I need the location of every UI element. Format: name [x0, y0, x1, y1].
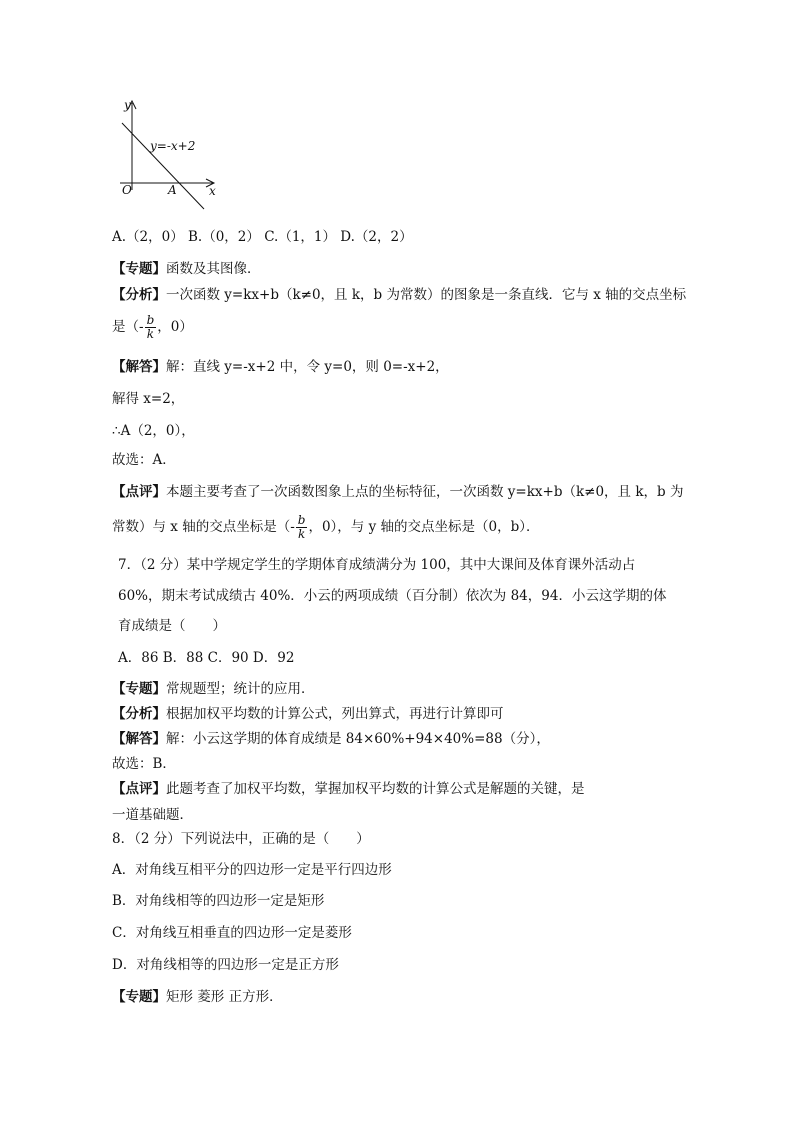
fraction-denominator: k [145, 327, 157, 341]
y-axis-label: y [124, 98, 131, 112]
q6-analysis-2 [112, 314, 193, 341]
comment-tag: 【点评】 [112, 781, 166, 797]
analysis-text-post: ，0） [157, 319, 193, 335]
q6-comment-1 [112, 483, 683, 501]
topic-tag: 【专题】 [112, 261, 166, 277]
analysis-text: 一次函数 y=kx+b（k≠0，且 k，b 为常数）的图象是一条直线．它与 x 轴的交点坐标 [166, 287, 687, 303]
q7-answer-1 [112, 730, 550, 748]
x-axis-label: x [209, 184, 216, 198]
fraction-b-over-k [145, 314, 157, 341]
analysis-tag: 【分析】 [112, 706, 166, 722]
comment-tag: 【点评】 [112, 484, 166, 500]
q6-answer-1 [112, 358, 449, 376]
q7-comment-1 [112, 780, 585, 798]
comment-text: 此题考查了加权平均数，掌握加权平均数的计算公式是解题的关键，是 [166, 781, 585, 797]
origin-label: O [122, 183, 132, 197]
topic-text: 矩形 菱形 正方形． [166, 989, 283, 1005]
q7-analysis [112, 705, 504, 723]
q7-topic [112, 680, 315, 698]
fraction-numerator: b [297, 513, 306, 527]
q7-stem-3: 育成绩是（ ） [118, 618, 226, 634]
q7-comment-2: 一道基础题． [112, 807, 193, 823]
analysis-tag: 【分析】 [112, 287, 166, 303]
q6-comment-2 [112, 514, 539, 541]
function-line [122, 123, 204, 209]
comment-text: 本题主要考查了一次函数图象上点的坐标特征，一次函数 y=kx+b（k≠0，且 k，b 为 [166, 484, 684, 500]
q6-answer-4: 故选：A． [112, 452, 176, 468]
analysis-text: 根据加权平均数的计算公式，列出算式，再进行计算即可 [166, 706, 504, 722]
q8-option-d: D．对角线相等的四边形一定是正方形 [112, 957, 339, 973]
answer-tag: 【解答】 [112, 731, 166, 747]
line-equation-label: y=-x+2 [150, 139, 196, 153]
comment-text-pre: 常数）与 x 轴的交点坐标是（- [112, 519, 295, 535]
function-graph [112, 95, 222, 215]
topic-text: 函数及其图像． [166, 261, 261, 277]
q7-answer-2: 故选：B． [112, 756, 176, 772]
fraction-numerator: b [146, 313, 155, 327]
q8-option-c: C．对角线互相垂直的四边形一定是菱形 [112, 925, 352, 941]
q8-stem: 8．（2 分）下列说法中，正确的是（ ） [112, 831, 370, 847]
answer-text: 解：直线 y=-x+2 中，令 y=0，则 0=-x+2， [166, 359, 449, 375]
answer-text: 解：小云这学期的体育成绩是 84×60%+94×40%=88（分）， [166, 731, 550, 747]
point-a-label: A [168, 183, 177, 197]
fraction-b-over-k-2 [296, 514, 308, 541]
analysis-text-pre: 是（- [112, 319, 144, 335]
topic-text: 常规题型；统计的应用． [166, 681, 315, 697]
q6-answer-2: 解得 x=2， [112, 391, 185, 407]
q7-options: A．86 B．88 C．90 D．92 [118, 650, 295, 666]
q6-topic [112, 260, 261, 278]
q8-option-a: A．对角线互相平分的四边形一定是平行四边形 [112, 862, 392, 878]
q7-stem-2: 60%，期末考试成绩古 40%．小云的两项成绩（百分制）依次为 84，94．小云这学期的体 [118, 588, 667, 604]
q8-option-b: B．对角线相等的四边形一定是矩形 [112, 893, 325, 909]
q7-stem-1: 7．（2 分）某中学规定学生的学期体育成绩满分为 100，其中大课间及体育课外活动占 [118, 557, 636, 573]
fraction-denominator: k [296, 527, 308, 541]
answer-tag: 【解答】 [112, 359, 166, 375]
q8-topic [112, 988, 283, 1006]
topic-tag: 【专题】 [112, 989, 166, 1005]
q6-answer-3: ∴A（2，0）， [112, 423, 195, 439]
comment-text-post: ，0），与 y 轴的交点坐标是（0，b）． [308, 519, 540, 535]
q6-analysis-1 [112, 286, 686, 304]
topic-tag: 【专题】 [112, 681, 166, 697]
q6-options: A.（2，0） B.（0，2） C.（1，1） D.（2，2） [112, 229, 413, 245]
